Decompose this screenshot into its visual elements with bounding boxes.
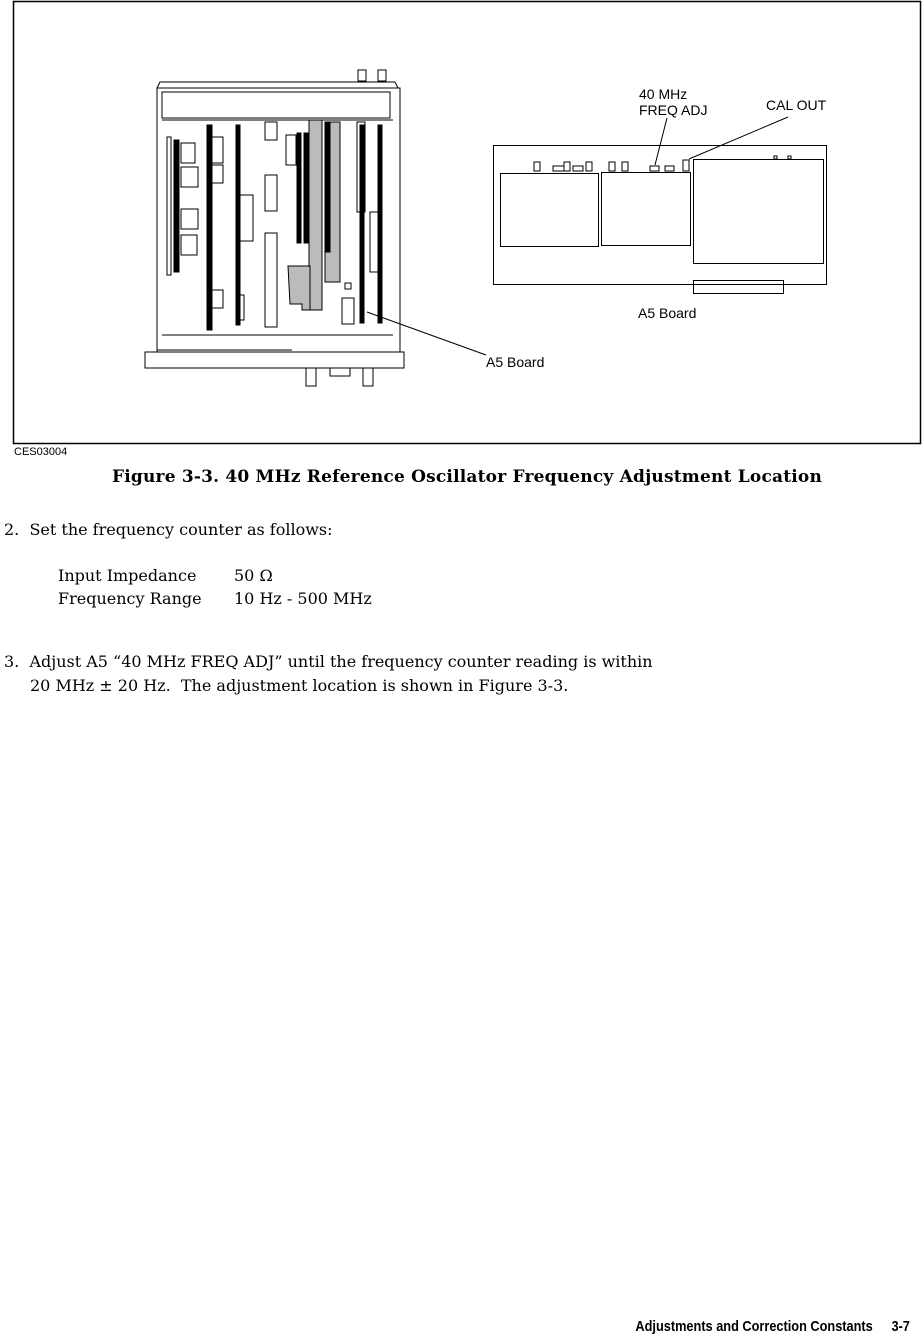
- step-3-line-2: 20 MHz ± 20 Hz. The adjustment location is shown in Figure 3-3.: [30, 676, 569, 695]
- setting-value: 50 Ω: [234, 566, 273, 585]
- step-2: 2. Set the frequency counter as follows:: [4, 520, 333, 539]
- label-freq-adj: FREQ ADJ: [639, 102, 708, 118]
- label-a5-board-left: A5 Board: [486, 354, 545, 370]
- setting-key: Frequency Range: [58, 589, 202, 608]
- setting-value: 10 Hz - 500 MHz: [234, 589, 372, 608]
- setting-row: [58, 566, 273, 585]
- label-40mhz: 40 MHz: [639, 86, 688, 102]
- page-footer: [636, 1318, 910, 1335]
- page-number: 3-7: [891, 1318, 910, 1335]
- figure-caption: Figure 3-3. 40 MHz Reference Oscillator Frequency Adjustment Location: [111, 467, 823, 487]
- footer-section: Adjustments and Correction Constants: [635, 1318, 873, 1335]
- a5-board-detail: [494, 117, 827, 294]
- label-a5-board-right: A5 Board: [638, 305, 697, 321]
- setting-key: Input Impedance: [58, 566, 197, 585]
- figure-frame: [14, 2, 921, 444]
- setting-row: [58, 589, 372, 608]
- figure-diagram: [0, 0, 924, 446]
- figure-id: CES03004: [14, 446, 68, 458]
- step-3-line-1: 3. Adjust A5 “40 MHz FREQ ADJ” until the frequency counter reading is within: [4, 652, 653, 671]
- label-cal-out: CAL OUT: [766, 97, 827, 113]
- instrument-top-view: [145, 70, 486, 386]
